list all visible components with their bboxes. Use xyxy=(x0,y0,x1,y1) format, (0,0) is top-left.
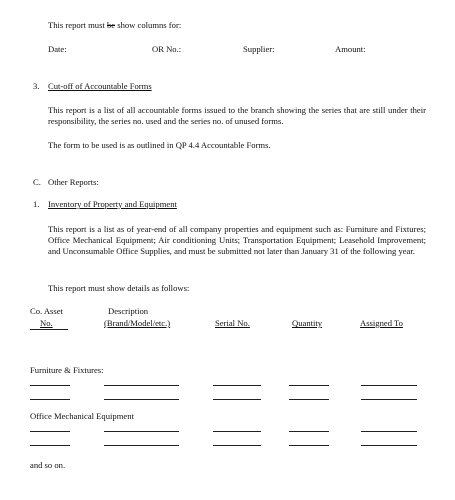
footer-and-so-on: and so on. xyxy=(30,460,66,470)
item1-heading: Inventory of Property and Equipment xyxy=(48,199,177,209)
header-quantity: Quantity xyxy=(292,318,323,328)
blank-line xyxy=(104,431,179,432)
section3-number: 3. xyxy=(33,81,40,91)
columns-intro-struck-word: be xyxy=(106,20,116,30)
header-serial-no: Serial No. xyxy=(215,318,250,328)
blank-line xyxy=(213,385,261,386)
column-label-date: Date: xyxy=(48,44,67,54)
column-label-or-no: OR No.: xyxy=(152,44,182,54)
group-label-furniture: Furniture & Fixtures: xyxy=(30,365,104,375)
blank-line xyxy=(213,431,261,432)
header-assigned-to: Assigned To xyxy=(360,318,403,328)
columns-intro xyxy=(48,20,181,31)
header-asset-underline xyxy=(30,329,68,330)
blank-line xyxy=(30,431,70,432)
section3-paragraph-1: This report is a list of all accountable forms issued to the branch showing the series that are still under their responsibility, the series no. used and the series no. of unused forms. xyxy=(48,105,426,126)
header-asset-line2: No. xyxy=(40,318,53,328)
sectionC-letter: C. xyxy=(33,177,41,187)
blank-line xyxy=(361,431,417,432)
blank-line xyxy=(30,399,70,400)
columns-intro-pre: This report must xyxy=(48,20,107,30)
blank-line xyxy=(361,399,417,400)
header-description-line1: Description xyxy=(108,306,149,316)
blank-line xyxy=(289,399,329,400)
header-asset-line1: Co. Asset xyxy=(30,306,63,316)
header-description-line2: (Brand/Model/etc.) xyxy=(104,318,171,328)
group-label-office-mechanical: Office Mechanical Equipment xyxy=(30,411,134,421)
section3-heading: Cut-off of Accountable Forms xyxy=(48,81,152,91)
blank-line xyxy=(289,445,329,446)
blank-line xyxy=(104,445,179,446)
blank-line xyxy=(361,385,417,386)
section3-paragraph-2: The form to be used is as outlined in QP 4.4 Accountable Forms. xyxy=(48,140,271,150)
blank-line xyxy=(104,399,179,400)
blank-line xyxy=(104,385,179,386)
columns-intro-post: show columns for: xyxy=(115,20,182,30)
blank-line xyxy=(30,385,70,386)
blank-line xyxy=(361,445,417,446)
item1-paragraph-1: This report is a list as of year-end of all company properties and equipment such as: Furniture and Fixtures; Office Mechanical Equipment; Air conditioning Units; Transportation Equipment; Leasehold Improvement; and Unconsumable Office Supplies, and must be submitted not later than January 31 of the following year. xyxy=(48,224,426,256)
item1-number: 1. xyxy=(33,199,40,209)
blank-line xyxy=(30,445,70,446)
sectionC-heading: Other Reports: xyxy=(48,177,99,187)
blank-line xyxy=(213,445,261,446)
blank-line xyxy=(289,431,329,432)
blank-line xyxy=(289,385,329,386)
column-label-amount: Amount: xyxy=(335,44,366,54)
column-label-supplier: Supplier: xyxy=(243,44,275,54)
blank-line xyxy=(213,399,261,400)
item1-paragraph-2: This report must show details as follows: xyxy=(48,283,190,293)
